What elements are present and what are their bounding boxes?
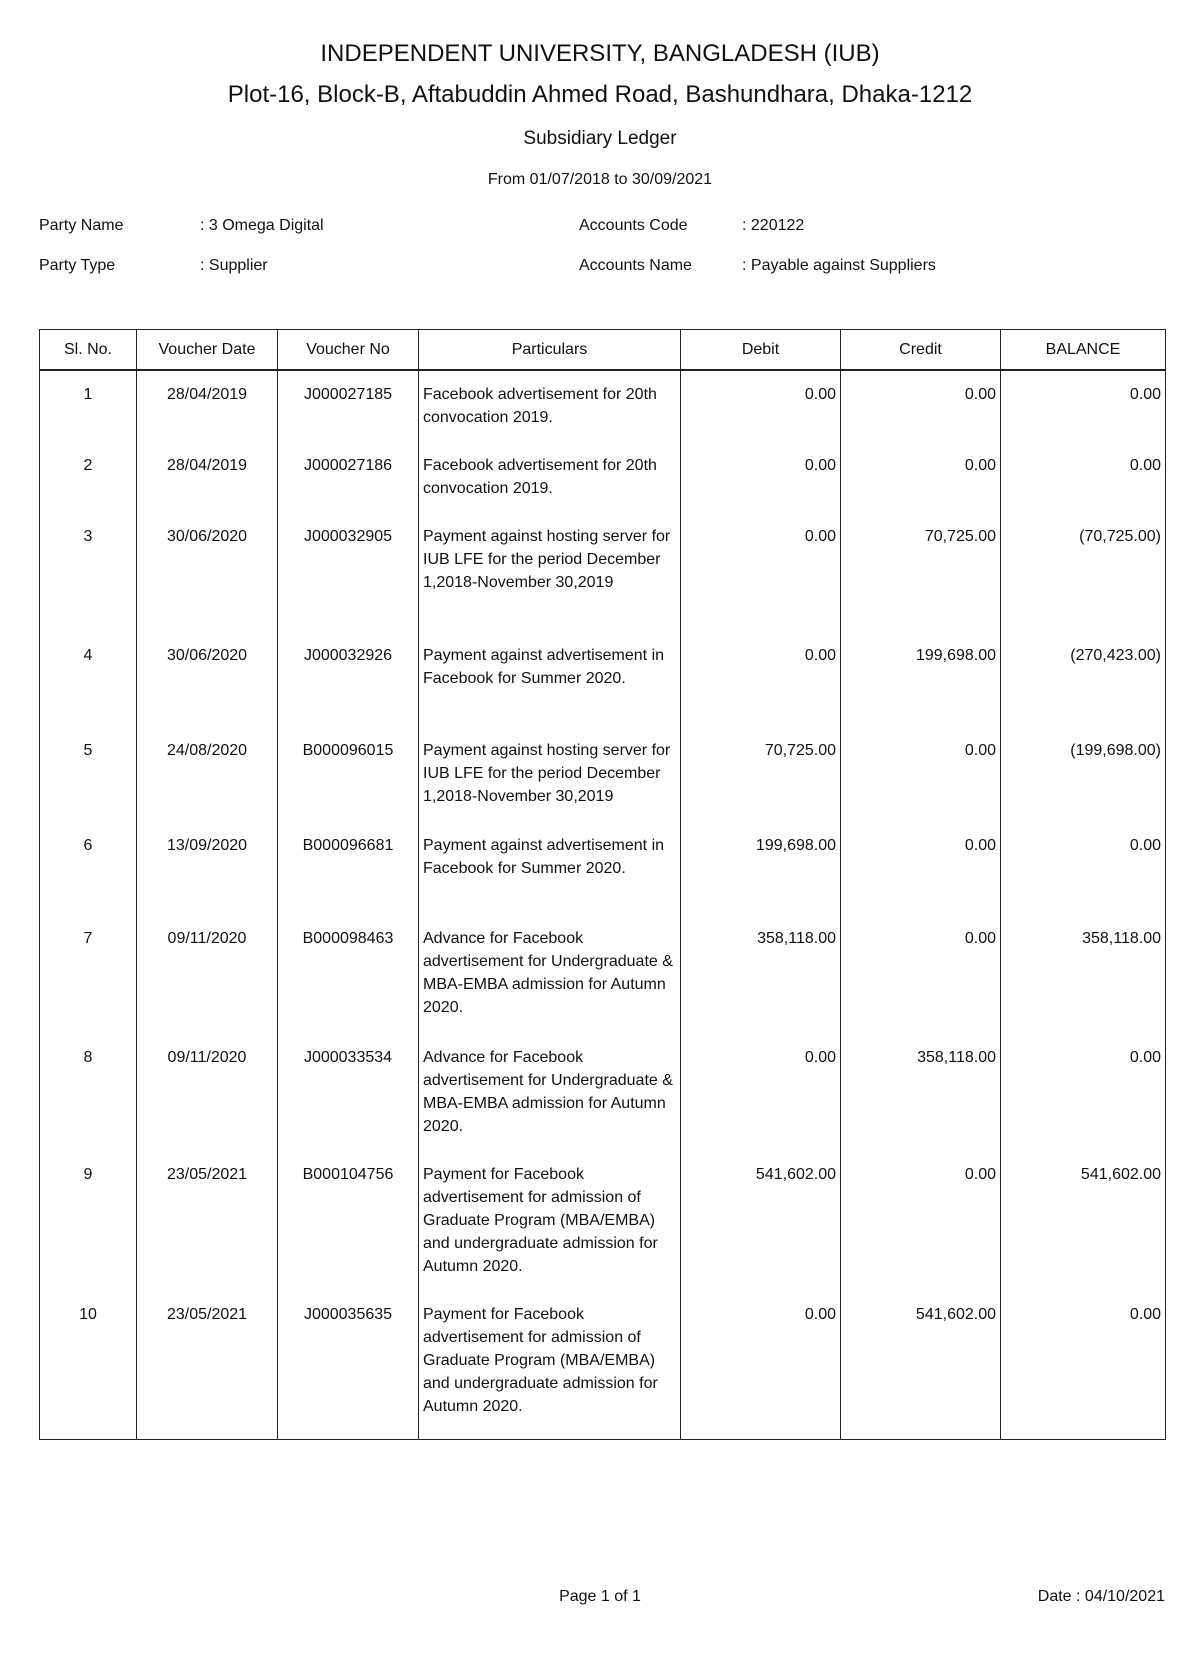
table-row — [40, 1299, 1166, 1439]
cell-particulars: Payment for Facebook advertisement for admission of Graduate Program (MBA/EMBA) and undergraduate admission for Autumn 2020. — [419, 1159, 681, 1299]
cell-date: 09/11/2020 — [137, 1042, 278, 1159]
cell-date: 24/08/2020 — [137, 735, 278, 830]
cell-particulars: Facebook advertisement for 20th convocation 2019. — [419, 379, 681, 450]
cell-credit: 0.00 — [841, 830, 1001, 923]
cell-balance: 541,602.00 — [1001, 1159, 1166, 1299]
cell-debit: 0.00 — [681, 379, 841, 450]
print-date: Date : 04/10/2021 — [1037, 1588, 1165, 1605]
cell-debit: 541,602.00 — [681, 1159, 841, 1299]
column-header: BALANCE — [1001, 330, 1166, 371]
accounts-code-value: : 220122 — [742, 217, 805, 234]
accounts-code-label: Accounts Code — [579, 217, 688, 234]
cell-balance: 0.00 — [1001, 1042, 1166, 1159]
table-row — [40, 830, 1166, 923]
table-row — [40, 1042, 1166, 1159]
party-name-label: Party Name — [39, 217, 124, 234]
cell-credit: 199,698.00 — [841, 640, 1001, 735]
cell-date: 30/06/2020 — [137, 640, 278, 735]
cell-debit: 0.00 — [681, 521, 841, 640]
column-header: Debit — [681, 330, 841, 371]
cell-balance: 0.00 — [1001, 450, 1166, 521]
cell-credit: 541,602.00 — [841, 1299, 1001, 1439]
column-header: Particulars — [419, 330, 681, 371]
table-row — [40, 379, 1166, 450]
institution-title: INDEPENDENT UNIVERSITY, BANGLADESH (IUB) — [320, 40, 880, 67]
cell-sl: 5 — [40, 735, 137, 830]
cell-credit: 0.00 — [841, 1159, 1001, 1299]
cell-voucher: B000104756 — [278, 1159, 419, 1299]
ledger-table — [39, 329, 1166, 1440]
cell-date: 23/05/2021 — [137, 1159, 278, 1299]
party-name-value: : 3 Omega Digital — [200, 217, 324, 234]
cell-credit: 0.00 — [841, 450, 1001, 521]
cell-credit: 70,725.00 — [841, 521, 1001, 640]
table-row — [40, 640, 1166, 735]
cell-date: 30/06/2020 — [137, 521, 278, 640]
cell-date: 28/04/2019 — [137, 379, 278, 450]
cell-sl: 7 — [40, 923, 137, 1042]
cell-particulars: Payment against advertisement in Facebook for Summer 2020. — [419, 830, 681, 923]
cell-voucher: J000027185 — [278, 379, 419, 450]
cell-particulars: Facebook advertisement for 20th convocation 2019. — [419, 450, 681, 521]
cell-date: 09/11/2020 — [137, 923, 278, 1042]
table-row — [40, 923, 1166, 1042]
cell-date: 13/09/2020 — [137, 830, 278, 923]
cell-debit: 0.00 — [681, 1042, 841, 1159]
report-title: Subsidiary Ledger — [523, 128, 677, 149]
column-header: Sl. No. — [40, 330, 137, 371]
cell-particulars: Payment against hosting server for IUB LFE for the period December 1,2018-November 30,2019 — [419, 521, 681, 640]
cell-sl: 4 — [40, 640, 137, 735]
cell-particulars: Payment against hosting server for IUB LFE for the period December 1,2018-November 30,2019 — [419, 735, 681, 830]
cell-voucher: J000032905 — [278, 521, 419, 640]
party-type-label: Party Type — [39, 257, 116, 274]
cell-sl: 3 — [40, 521, 137, 640]
cell-balance: 0.00 — [1001, 1299, 1166, 1439]
cell-credit: 358,118.00 — [841, 1042, 1001, 1159]
cell-debit: 0.00 — [681, 450, 841, 521]
cell-balance: 0.00 — [1001, 830, 1166, 923]
cell-debit: 199,698.00 — [681, 830, 841, 923]
accounts-name-value: : Payable against Suppliers — [742, 257, 936, 274]
cell-sl: 9 — [40, 1159, 137, 1299]
cell-balance: (70,725.00) — [1001, 521, 1166, 640]
table-row — [40, 521, 1166, 640]
cell-balance: 0.00 — [1001, 379, 1166, 450]
cell-particulars: Payment for Facebook advertisement for admission of Graduate Program (MBA/EMBA) and undergraduate admission for Autumn 2020. — [419, 1299, 681, 1439]
cell-voucher: J000032926 — [278, 640, 419, 735]
cell-particulars: Payment against advertisement in Facebook for Summer 2020. — [419, 640, 681, 735]
column-header: Credit — [841, 330, 1001, 371]
cell-debit: 358,118.00 — [681, 923, 841, 1042]
cell-balance: 358,118.00 — [1001, 923, 1166, 1042]
cell-voucher: J000033534 — [278, 1042, 419, 1159]
table-row — [40, 1159, 1166, 1299]
cell-credit: 0.00 — [841, 379, 1001, 450]
cell-particulars: Advance for Facebook advertisement for Undergraduate & MBA-EMBA admission for Autumn 2020. — [419, 923, 681, 1042]
cell-voucher: J000027186 — [278, 450, 419, 521]
cell-date: 23/05/2021 — [137, 1299, 278, 1439]
cell-debit: 0.00 — [681, 1299, 841, 1439]
column-header: Voucher Date — [137, 330, 278, 371]
column-header: Voucher No — [278, 330, 419, 371]
cell-voucher: B000096681 — [278, 830, 419, 923]
table-row — [40, 450, 1166, 521]
cell-credit: 0.00 — [841, 923, 1001, 1042]
cell-sl: 1 — [40, 379, 137, 450]
cell-balance: (199,698.00) — [1001, 735, 1166, 830]
party-type-value: : Supplier — [200, 257, 268, 274]
cell-sl: 6 — [40, 830, 137, 923]
cell-sl: 2 — [40, 450, 137, 521]
cell-debit: 70,725.00 — [681, 735, 841, 830]
report-period: From 01/07/2018 to 30/09/2021 — [487, 171, 713, 188]
table-header-row — [40, 330, 1166, 371]
cell-balance: (270,423.00) — [1001, 640, 1166, 735]
cell-debit: 0.00 — [681, 640, 841, 735]
table-row — [40, 735, 1166, 830]
cell-voucher: B000096015 — [278, 735, 419, 830]
accounts-name-label: Accounts Name — [579, 257, 692, 274]
page-number: Page 1 of 1 — [559, 1588, 641, 1605]
cell-particulars: Advance for Facebook advertisement for Undergraduate & MBA-EMBA admission for Autumn 2020. — [419, 1042, 681, 1159]
cell-sl: 8 — [40, 1042, 137, 1159]
cell-date: 28/04/2019 — [137, 450, 278, 521]
institution-address: Plot-16, Block-B, Aftabuddin Ahmed Road, Bashundhara, Dhaka-1212 — [227, 81, 973, 108]
cell-credit: 0.00 — [841, 735, 1001, 830]
cell-voucher: B000098463 — [278, 923, 419, 1042]
cell-voucher: J000035635 — [278, 1299, 419, 1439]
cell-sl: 10 — [40, 1299, 137, 1439]
